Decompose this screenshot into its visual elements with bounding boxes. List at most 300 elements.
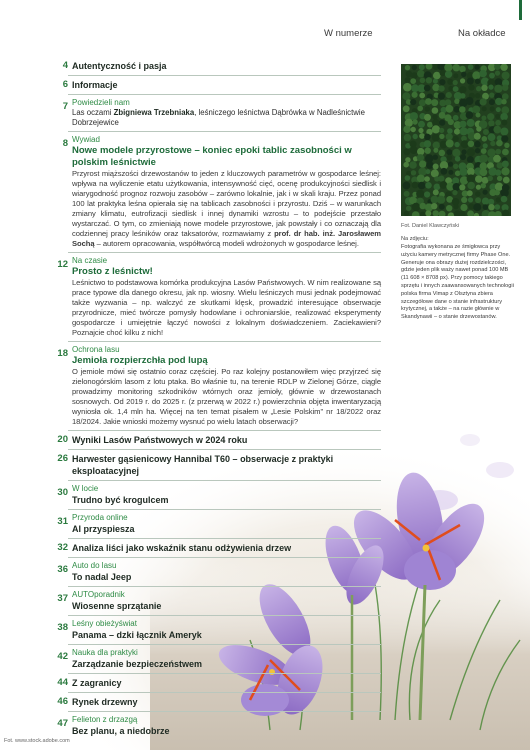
tree-crown: [419, 64, 425, 70]
entry-title: Panama – dzki łącznik Ameryk: [72, 630, 202, 640]
tree-crown: [402, 92, 410, 100]
tree-crown: [416, 190, 424, 198]
divider: [68, 480, 381, 481]
tree-crown: [432, 114, 437, 119]
tree-crown: [481, 183, 486, 188]
page-number: 42: [57, 651, 68, 662]
tree-crown: [495, 120, 501, 126]
divider: [68, 711, 381, 712]
tree-crown: [433, 79, 438, 84]
tree-crown: [403, 126, 410, 133]
tree-crown: [405, 175, 411, 181]
toc-entry[interactable]: [56, 677, 381, 689]
tree-crown: [467, 148, 475, 156]
entry-title: Prosto z leśnictw!: [72, 266, 153, 277]
divider: [68, 644, 381, 645]
tree-crown: [472, 106, 480, 114]
table-of-contents: [56, 60, 381, 737]
divider: [68, 673, 381, 674]
tree-crown: [502, 149, 509, 156]
tree-crown: [460, 121, 467, 128]
page-number: 6: [62, 79, 68, 90]
tree-crown: [495, 114, 500, 119]
tree-crown: [439, 204, 445, 210]
page-number: 32: [57, 542, 68, 553]
description-text: Przyrost miąższości drzewostanów to jeden z kluczowych parametrów w gospodarce leśnej: wpływa na wyliczenie etatu użytkowania, intensywność cięć, ocenę produkcyjności siedlisk i wiarygodność prognoz rozwoju zasobów – zarówno lokalnie, jak i w skali kraju. Przez ponad 100 lat praktyka leśna opierała się na tablicach zasobności i przyrostu. Dziś – w warunkach zmiany klimatu, eutrofizacji siedlisk i innej dynamiki wzrostu – to podejście przestało wystarczać. O tym, co zmieniają nowe modele przyrostowe, jak powstały i co oznaczają dla codziennej pracy leśników oraz taksatorów, rozmawiamy z: [72, 169, 381, 238]
entry-description: Leśnictwo to podstawowa komórka produkcyjna Lasów Państwowych. W nim realizowane są prace typowe dla danego okresu, jak np. wiosny. Wielu leśniczych musi jednak podejmować także wyzwania – np. walczyć ze skutkami klęsk, prowadzić interesujące obserwacje przyrodnicze, mieć twórcze pomysły hodowlane i ochroniarskie, realizować eksperymenty gospodarcze i umiejętnie łączyć nowości z lokalnym doświadczeniem. Zaciekawieni? Poznajcie choć kilku z nich!: [72, 278, 381, 337]
tree-crown: [446, 133, 453, 140]
tree-crown: [406, 171, 411, 176]
entry-title: Harwester gąsienicowy Hannibal T60 – obserwacje z praktyki eksploatacyjnej: [72, 454, 334, 476]
toc-entry[interactable]: [56, 561, 381, 583]
entry-title: Informacje: [72, 80, 118, 90]
tree-crown: [419, 99, 426, 106]
tree-crown: [495, 71, 500, 76]
entry-title: Autentyczność i pasja: [72, 61, 167, 71]
tree-crown: [424, 140, 431, 147]
tree-crown: [417, 175, 425, 183]
page-number: 26: [57, 453, 68, 464]
tree-crown: [431, 169, 439, 177]
tree-crown: [501, 167, 509, 175]
entry-title: Nowe modele przyrostowe – koniec epoki tablic zasobności w polskim leśnictwie: [72, 145, 352, 168]
tree-crown: [472, 71, 480, 79]
tree-crown: [439, 134, 444, 139]
tree-crown: [504, 143, 509, 148]
tree-crown: [431, 99, 438, 106]
tree-crown: [496, 107, 501, 112]
tree-crown: [481, 85, 487, 91]
tree-crown: [453, 183, 461, 191]
tree-crown: [439, 86, 445, 92]
toc-entry[interactable]: [56, 619, 381, 641]
tree-crown: [438, 176, 444, 182]
tree-crown: [467, 119, 475, 127]
divider: [68, 430, 381, 431]
tree-crown: [495, 169, 501, 175]
tree-crown: [495, 204, 501, 210]
divider: [68, 94, 381, 95]
tree-crown: [410, 78, 416, 84]
page-number: 7: [62, 101, 68, 112]
tree-crown: [473, 203, 481, 211]
tree-crown: [453, 136, 459, 142]
toc-entry[interactable]: [56, 513, 381, 535]
tree-crown: [447, 155, 453, 161]
tree-crown: [460, 93, 465, 98]
tree-crown: [483, 204, 489, 210]
entry-title: Jemioła rozpierzchła pod lupą: [72, 355, 208, 366]
tree-crown: [501, 106, 509, 114]
tree-crown: [489, 93, 494, 98]
toc-entry[interactable]: [56, 542, 381, 554]
tree-crown: [419, 133, 425, 139]
tree-crown: [483, 143, 488, 148]
tree-crown: [481, 148, 487, 154]
cover-note: Fotografia wykonana ze śmigłowca przy użyciu kamery metrycznej firmy Phase One. Generuje ona obrazy dużej rozdzielczości, gdzie jeden plik waży nawet ponad 100 MB (11 608 × 8708 px). Przy pomocy takiego sprzętu i innych zaawansowanych technologii polska firma Vimap z Olsztyna zbiera szczegółowe dane o stanie infrastruktury krytycznej, a także – na razie głównie w Skandynawii – o stanie drzewostanów.: [401, 244, 514, 321]
section-label: Leśny obieżyświat: [72, 619, 137, 628]
tree-crown: [404, 191, 410, 197]
tree-crown: [431, 203, 437, 209]
tree-crown: [460, 154, 466, 160]
tree-crown: [496, 140, 503, 147]
tree-crown: [467, 174, 476, 183]
tree-crown: [468, 141, 475, 148]
tree-crown: [424, 85, 431, 92]
page-number: 44: [57, 677, 68, 688]
section-label: Przyroda online: [72, 513, 128, 522]
photo-source-url: Fot. www.stock.adobe.com: [4, 738, 70, 744]
toc-entry[interactable]: [56, 135, 381, 249]
tree-crown: [438, 93, 445, 100]
tree-crown: [425, 106, 430, 111]
tree-crown: [411, 170, 416, 175]
tree-crown: [487, 113, 494, 120]
divider: [68, 341, 381, 342]
tree-crown: [419, 93, 425, 99]
toc-entry[interactable]: [56, 79, 381, 91]
tree-crown: [426, 161, 434, 169]
tree-crown: [482, 136, 488, 142]
tree-crown: [447, 79, 453, 85]
tree-crown: [494, 85, 502, 93]
toc-entry[interactable]: [56, 256, 381, 338]
divider: [68, 615, 381, 616]
tree-crown: [405, 65, 410, 70]
tree-crown: [448, 170, 453, 175]
tree-crown: [434, 184, 441, 191]
tree-crown: [447, 128, 453, 134]
tree-crown: [459, 168, 467, 176]
tree-crown: [467, 190, 473, 196]
tree-crown: [418, 121, 425, 128]
section-label: Ochrona lasu: [72, 345, 120, 354]
tree-crown: [417, 106, 423, 112]
tree-crown: [439, 120, 445, 126]
section-label: Nauka dla praktyki: [72, 648, 138, 657]
tree-crown: [425, 169, 430, 174]
tree-crown: [480, 168, 488, 176]
tree-crown: [403, 182, 411, 190]
tree-crown: [417, 154, 424, 161]
tree-crown: [426, 77, 432, 83]
divider: [68, 75, 381, 76]
toc-entry[interactable]: [56, 345, 381, 427]
page-number: 20: [57, 434, 68, 445]
page-number: 47: [57, 718, 68, 729]
tree-crown: [440, 70, 446, 76]
tree-crown: [405, 77, 411, 83]
tree-crown: [495, 149, 501, 155]
entry-title: Trudno być krogulcem: [72, 495, 169, 505]
tree-crown: [496, 197, 501, 202]
tree-crown: [432, 134, 440, 142]
tree-crown: [412, 92, 418, 98]
tree-crown: [500, 189, 508, 197]
tree-crown: [412, 65, 417, 70]
section-label: Powiedzieli nam: [72, 98, 130, 107]
tree-crown: [448, 86, 453, 91]
tree-crown: [448, 119, 454, 125]
tree-crown: [502, 72, 510, 80]
tree-crown: [479, 154, 488, 163]
tree-crown: [437, 196, 445, 204]
tree-crown: [433, 155, 438, 160]
entry-description: O jemiole mówi się ostatnio coraz częściej. Po raz kolejny postanowiłem więc przyjrzeć się zielonogórskim lasom z lotu ptaka. Bo właśnie tu, na terenie RDLP w Zielonej Górze, ciągle prowadzimy monitoring szkodników wtórnych oraz jemioły, głównie w drzewostanach sosnowych. Od 2019 r. do 2025 r. (z przerwą w 2022 r.) powierzchnia objęta inwentaryzacją wyniosła ok. 1,4 mln ha. Więcej na ten temat pisałem w „Lesie Polskim” nr 18/2022 oraz 18/2024. Jakie wnioski możemy wysnuć po wielu latach obserwacji?: [72, 367, 381, 426]
tree-crown: [455, 156, 461, 162]
tree-crown: [453, 164, 458, 169]
tree-crown: [409, 161, 417, 169]
tree-crown: [481, 116, 486, 121]
tree-crown: [417, 70, 425, 78]
tree-crown: [468, 84, 474, 90]
tree-crown: [432, 107, 439, 114]
tree-crown: [475, 197, 481, 203]
tree-crown: [453, 86, 459, 92]
description-text-end: – autorem opracowania, współtwórcą modeli wdrożonych w gospodarce leśnej.: [94, 239, 359, 248]
tree-crown: [475, 175, 483, 183]
tree-crown: [474, 133, 481, 140]
section-label: Felieton z drzazgą: [72, 715, 138, 724]
tree-crown: [425, 148, 431, 154]
tree-crown: [425, 98, 432, 105]
interviewee-name: prof. dr hab. inż. Jarosławem Sochą: [72, 229, 381, 248]
tree-crown: [503, 177, 510, 184]
tree-crown: [476, 185, 481, 190]
entry-title: Wyniki Lasów Państwowych w 2024 roku: [72, 435, 248, 445]
entry-title: Analiza liści jako wskaźnik stanu odżywienia drzew: [72, 543, 292, 553]
tree-crown: [501, 135, 508, 142]
tree-crown: [454, 99, 459, 104]
tree-crown: [432, 84, 439, 91]
toc-entry[interactable]: [56, 715, 381, 737]
tree-crown: [439, 128, 444, 133]
tree-crown: [446, 140, 454, 148]
tree-crown: [489, 99, 495, 105]
tree-crown: [439, 79, 445, 85]
section-label: AUTOporadnik: [72, 590, 125, 599]
divider: [68, 692, 381, 693]
tree-crown: [488, 133, 496, 141]
toc-entry[interactable]: [56, 60, 381, 72]
entry-title: Wiosenne sprzątanie: [72, 601, 162, 611]
section-label: Auto do lasu: [72, 561, 117, 570]
page-number: 38: [57, 622, 68, 633]
tree-crown: [427, 122, 433, 128]
tree-crown: [467, 182, 475, 190]
tree-crown: [410, 112, 418, 120]
tree-crown: [487, 149, 495, 157]
tree-crown: [420, 78, 426, 84]
page-number: 30: [57, 487, 68, 498]
page-number: 18: [57, 348, 68, 359]
tree-crown: [480, 98, 487, 105]
tree-crown: [404, 134, 411, 141]
cover-photo-forest[interactable]: [401, 64, 511, 216]
tree-crown: [453, 204, 458, 209]
tree-crown: [424, 176, 430, 182]
tree-crown: [476, 86, 481, 91]
tree-crown: [502, 161, 509, 168]
page-number: 36: [57, 564, 68, 575]
tree-crown: [462, 149, 467, 154]
tree-crown: [467, 156, 474, 163]
tree-crown: [461, 197, 467, 203]
tree-crown: [490, 141, 495, 146]
tree-crown: [476, 113, 481, 118]
header-on-cover: Na okładce: [458, 28, 506, 39]
tree-crown: [475, 65, 480, 70]
tree-crown: [489, 73, 495, 79]
tree-crown: [466, 111, 474, 119]
tree-crown: [501, 99, 506, 104]
subtitle-prefix: Las oczami: [72, 108, 114, 117]
photo-credit: Fot. Daniel Klawczyński: [401, 223, 460, 229]
tree-crown: [418, 182, 426, 190]
subtitle-name: Zbigniewa Trzebniaka: [113, 108, 195, 117]
tree-crown: [433, 189, 439, 195]
subtitle-suffix: , leśniczego leśnictwa Dąbrówka w Nadleśnictwie Dobrzejewice: [72, 108, 365, 127]
tree-crown: [410, 99, 416, 105]
tree-crown: [448, 162, 453, 167]
tree-crown: [424, 191, 430, 197]
toc-entry[interactable]: [56, 696, 381, 708]
tree-crown: [424, 134, 431, 141]
divider: [68, 509, 381, 510]
entry-title: To nadal Jeep: [72, 572, 132, 582]
tree-crown: [433, 148, 438, 153]
toc-entry[interactable]: [56, 453, 381, 477]
entry-title: Z zagranicy: [72, 678, 122, 688]
page-number: 31: [57, 516, 68, 527]
tree-crown: [403, 162, 409, 168]
tree-crown: [453, 64, 460, 71]
tree-crown: [446, 205, 452, 211]
tree-crown: [433, 142, 440, 149]
tree-crown: [494, 190, 500, 196]
tree-crown: [418, 128, 423, 133]
tree-crown: [403, 83, 412, 92]
tree-crown: [445, 99, 452, 106]
tree-crown: [483, 129, 489, 135]
page-number: 8: [62, 138, 68, 149]
tree-crown: [459, 66, 466, 73]
tree-crown: [488, 204, 494, 210]
tree-crown: [497, 176, 502, 181]
green-tick: [519, 0, 522, 20]
tree-crown: [440, 181, 448, 189]
entry-description: [72, 169, 381, 249]
entry-title: AI przyspiesza: [72, 524, 135, 534]
tree-crown: [460, 204, 467, 211]
tree-crown: [475, 79, 480, 84]
tree-crown: [433, 72, 441, 80]
tree-crown: [404, 211, 409, 216]
toc-entry[interactable]: [56, 484, 381, 506]
tree-crown: [493, 155, 501, 163]
tree-crown: [502, 85, 508, 91]
tree-crown: [411, 72, 418, 79]
toc-entry[interactable]: [56, 434, 381, 446]
tree-crown: [441, 168, 448, 175]
tree-crown: [454, 129, 460, 135]
tree-crown: [412, 182, 419, 189]
tree-crown: [405, 157, 410, 162]
entry-title: Zarządzanie bezpieczeństwem: [72, 659, 203, 669]
tree-crown: [482, 106, 487, 111]
header-in-issue: W numerze: [324, 28, 373, 39]
tree-crown: [476, 126, 481, 131]
entry-title: Bez planu, a niedobrze: [72, 726, 170, 736]
tree-crown: [439, 150, 446, 157]
tree-crown: [479, 70, 487, 78]
tree-crown: [488, 85, 493, 90]
tree-crown: [460, 78, 465, 83]
tree-crown: [453, 115, 459, 121]
tree-crown: [490, 106, 495, 111]
section-label: Na czasie: [72, 256, 108, 265]
tree-crown: [419, 160, 426, 167]
toc-entry[interactable]: [56, 648, 381, 670]
tree-crown: [501, 196, 508, 203]
tree-crown: [468, 197, 473, 202]
tree-crown: [461, 72, 466, 77]
tree-crown: [445, 71, 452, 78]
tree-crown: [500, 128, 508, 136]
section-label: Wywiad: [72, 135, 100, 144]
tree-crown: [412, 203, 420, 211]
tree-crown: [466, 97, 474, 105]
page-number: 46: [57, 696, 68, 707]
section-label: W locie: [72, 484, 99, 493]
tree-crown: [446, 92, 452, 98]
divider: [68, 586, 381, 587]
tree-crown: [425, 182, 432, 189]
tree-crown: [453, 73, 458, 78]
tree-crown: [459, 86, 466, 93]
tree-crown: [459, 184, 465, 190]
tree-crown: [475, 191, 480, 196]
tree-crown: [500, 113, 508, 121]
divider: [68, 557, 381, 558]
tree-crown: [410, 146, 418, 154]
toc-entry[interactable]: [56, 590, 381, 612]
tree-crown: [488, 120, 494, 126]
tree-crown: [432, 125, 440, 133]
tree-crown: [474, 141, 481, 148]
divider: [68, 538, 381, 539]
tree-crown: [501, 120, 507, 126]
divider: [68, 252, 381, 253]
tree-crown: [487, 176, 493, 182]
entry-subtitle: [72, 108, 381, 128]
tree-crown: [403, 105, 410, 112]
tree-crown: [452, 190, 457, 195]
tree-crown: [453, 80, 458, 85]
tree-crown: [475, 148, 480, 153]
tree-crown: [412, 119, 417, 124]
page-number: 4: [62, 60, 68, 71]
page-number: 37: [57, 593, 68, 604]
tree-crown: [413, 134, 418, 139]
tree-crown: [452, 149, 460, 157]
divider: [68, 449, 381, 450]
page-number: 12: [57, 259, 68, 270]
tree-crown: [406, 206, 411, 211]
tree-crown: [468, 64, 474, 70]
entry-title: Rynek drzewny: [72, 697, 138, 707]
toc-entry[interactable]: [56, 98, 381, 128]
